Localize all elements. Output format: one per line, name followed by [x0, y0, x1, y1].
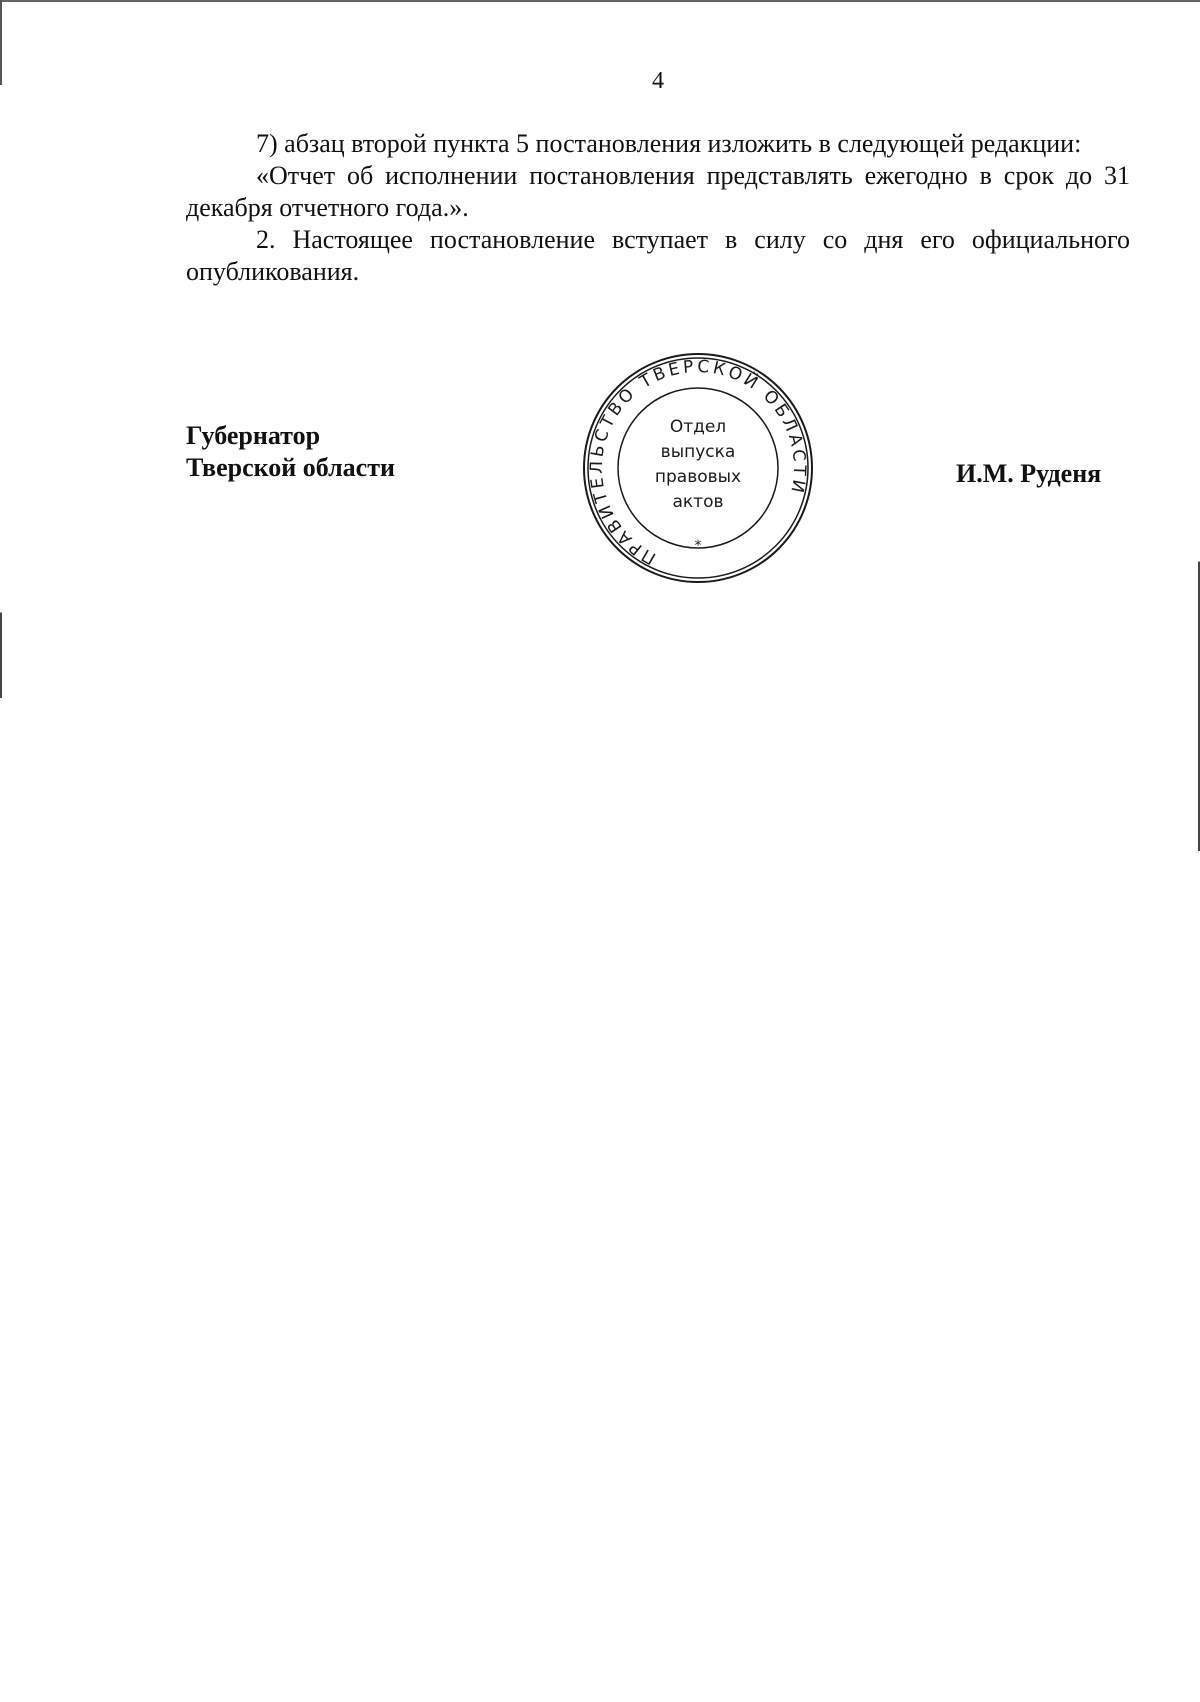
signature-position-line2: Тверской области [186, 453, 395, 482]
paragraph-item-7: 7) абзац второй пункта 5 постановления изложить в следующей редакции: [256, 129, 1082, 158]
official-stamp [582, 350, 814, 586]
signer-name: И.М. Руденя [956, 459, 1102, 488]
paragraph-effective-date: 2. Настоящее постановление вступает в силу со дня его официального опубликования. [186, 225, 1130, 286]
stamp-center-line3: правовых [654, 467, 742, 487]
stamp-star: * [694, 538, 702, 554]
stamp-seal [582, 350, 814, 586]
scan-edge-left [0, 0, 2, 1702]
stamp-ring-text-path: ПРАВИТЕЛЬСТВО ТВЕРСКОЙ ОБЛАСТИ [586, 356, 810, 569]
page-number: 4 [652, 68, 664, 94]
document-body [186, 128, 1130, 288]
signature-position-line1: Губернатор [186, 421, 321, 450]
scan-edge-top [0, 0, 1200, 2]
paragraph-quote: «Отчет об исполнении постановления представлять ежегодно в срок до 31 декабря отчетного года.». [186, 161, 1130, 222]
stamp-center-line1: Отдел [669, 417, 727, 437]
stamp-center-line4: актов [672, 492, 724, 512]
signature-position [186, 420, 395, 484]
stamp-center-line2: выпуска [660, 442, 736, 462]
